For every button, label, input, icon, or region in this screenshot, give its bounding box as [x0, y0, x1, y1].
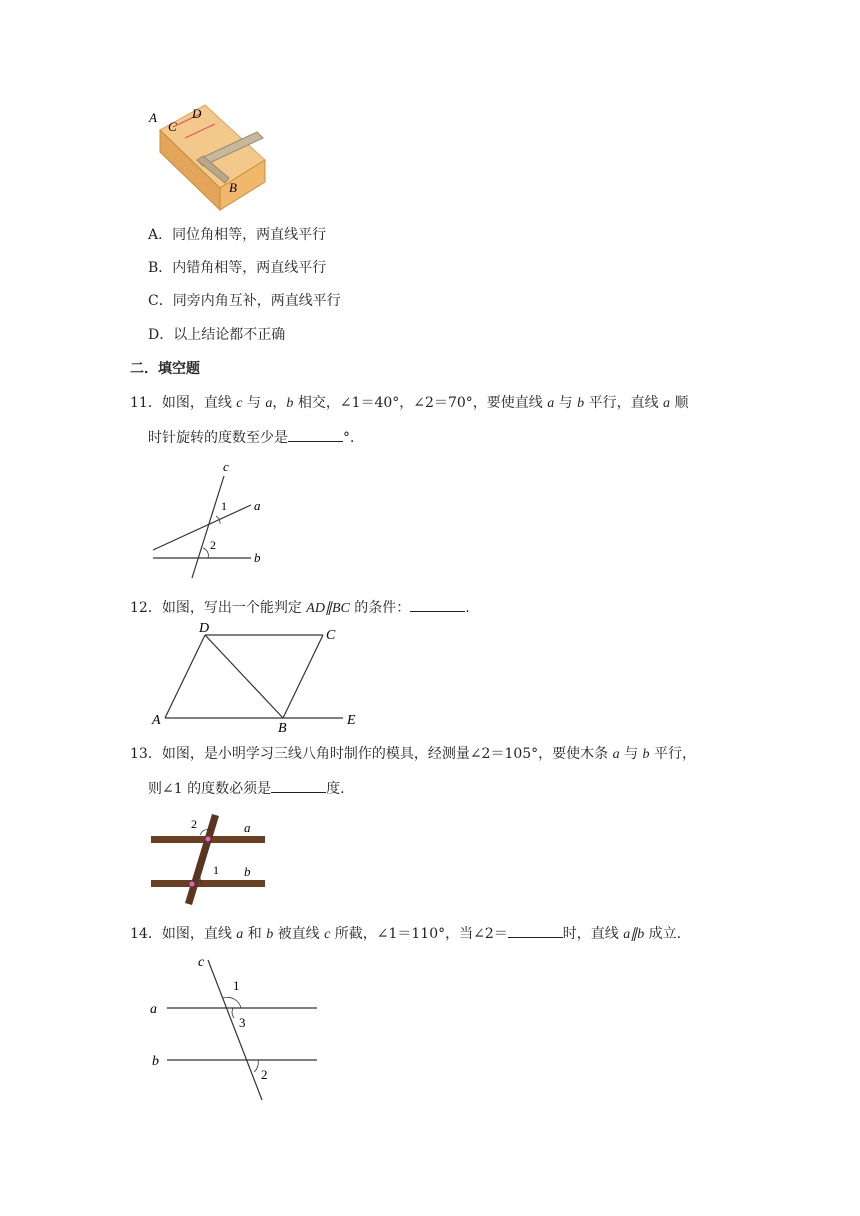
- q11-line2: 时针旋转的度数至少是 °．: [148, 427, 364, 448]
- q14-number: 14．: [130, 926, 162, 942]
- section-title: 二．填空题: [130, 361, 200, 377]
- q13-stick-b: [151, 880, 265, 887]
- q12-label-D: D: [199, 621, 210, 636]
- q13-number: 13．: [130, 746, 162, 762]
- q11-label-1: 1: [221, 499, 227, 513]
- q13-label-2: 2: [191, 817, 197, 831]
- q12-line: 12．如图，写出一个能判定 AD∥BC 的条件： .: [130, 597, 470, 619]
- q12-answer-blank[interactable]: [410, 597, 465, 612]
- label-D: D: [192, 106, 202, 121]
- q11-number: 11．: [130, 395, 162, 411]
- q12-label-A: A: [152, 713, 161, 728]
- q13-label-1: 1: [213, 863, 219, 877]
- q11-label-a: a: [254, 498, 261, 513]
- q14-label-c: c: [198, 955, 205, 970]
- q14-label-a: a: [150, 1002, 157, 1017]
- q13-figure: [148, 808, 273, 908]
- q11-line-c: [192, 476, 224, 578]
- q14-label-3: 3: [239, 1015, 246, 1030]
- option-d: D．以上结论都不正确: [148, 327, 286, 343]
- q12-label-E: E: [347, 713, 356, 728]
- q13-line2: 则∠1 的度数必须是 度.: [148, 778, 345, 799]
- q13-label-b: b: [244, 864, 251, 879]
- label-C: C: [168, 119, 177, 134]
- option-a: A．同位角相等，两直线平行: [148, 227, 327, 243]
- label-A: A: [149, 110, 157, 125]
- q14-angle-2-arc: [254, 1060, 258, 1072]
- q12-segment-AD: [165, 635, 205, 718]
- q12-label-C: C: [326, 628, 336, 643]
- q11-figure: [148, 458, 278, 583]
- q11-label-b: b: [254, 550, 261, 565]
- q14-figure: [145, 950, 325, 1110]
- label-B: B: [229, 180, 237, 195]
- q12-number: 12．: [130, 600, 162, 616]
- q11-line-a: [153, 505, 251, 550]
- q13-answer-blank[interactable]: [271, 778, 326, 793]
- q14-answer-blank[interactable]: [508, 923, 563, 938]
- q14-label-1: 1: [233, 978, 240, 993]
- q12-segment-CB: [283, 635, 323, 718]
- q11-angle-2-arc: [203, 548, 208, 558]
- q11-label-c: c: [223, 459, 229, 474]
- q12-figure: [148, 620, 368, 735]
- q11-line1: 11．如图，直线 c 与 a，b 相交，∠1＝40°，∠2＝70°，要使直线 a 与 b 平行，直线 a 顺: [130, 395, 689, 411]
- q14-label-2: 2: [261, 1067, 268, 1082]
- q13-label-a: a: [244, 820, 251, 835]
- q12-segment-DB: [205, 635, 283, 718]
- q13-joint-b: [190, 882, 195, 887]
- q14-label-b: b: [152, 1054, 159, 1069]
- q11-label-2: 2: [210, 538, 216, 552]
- q14-line: 14．如图，直线 a 和 b 被直线 c 所截，∠1＝110°，当∠2＝ 时，直线 a∥b 成立.: [130, 923, 681, 945]
- q14-angle-3-arc: [232, 1008, 234, 1018]
- q11-answer-blank[interactable]: [288, 427, 343, 442]
- q12-label-B: B: [278, 721, 287, 735]
- option-c: C．同旁内角互补，两直线平行: [148, 293, 341, 309]
- q13-joint-a: [206, 837, 211, 842]
- wood-block-figure: [145, 100, 275, 220]
- option-b: B．内错角相等，两直线平行: [148, 260, 327, 276]
- q13-line1: 13．如图，是小明学习三线八角时制作的模具，经测量∠2＝105°，要使木条 a 与 b 平行，: [130, 746, 696, 762]
